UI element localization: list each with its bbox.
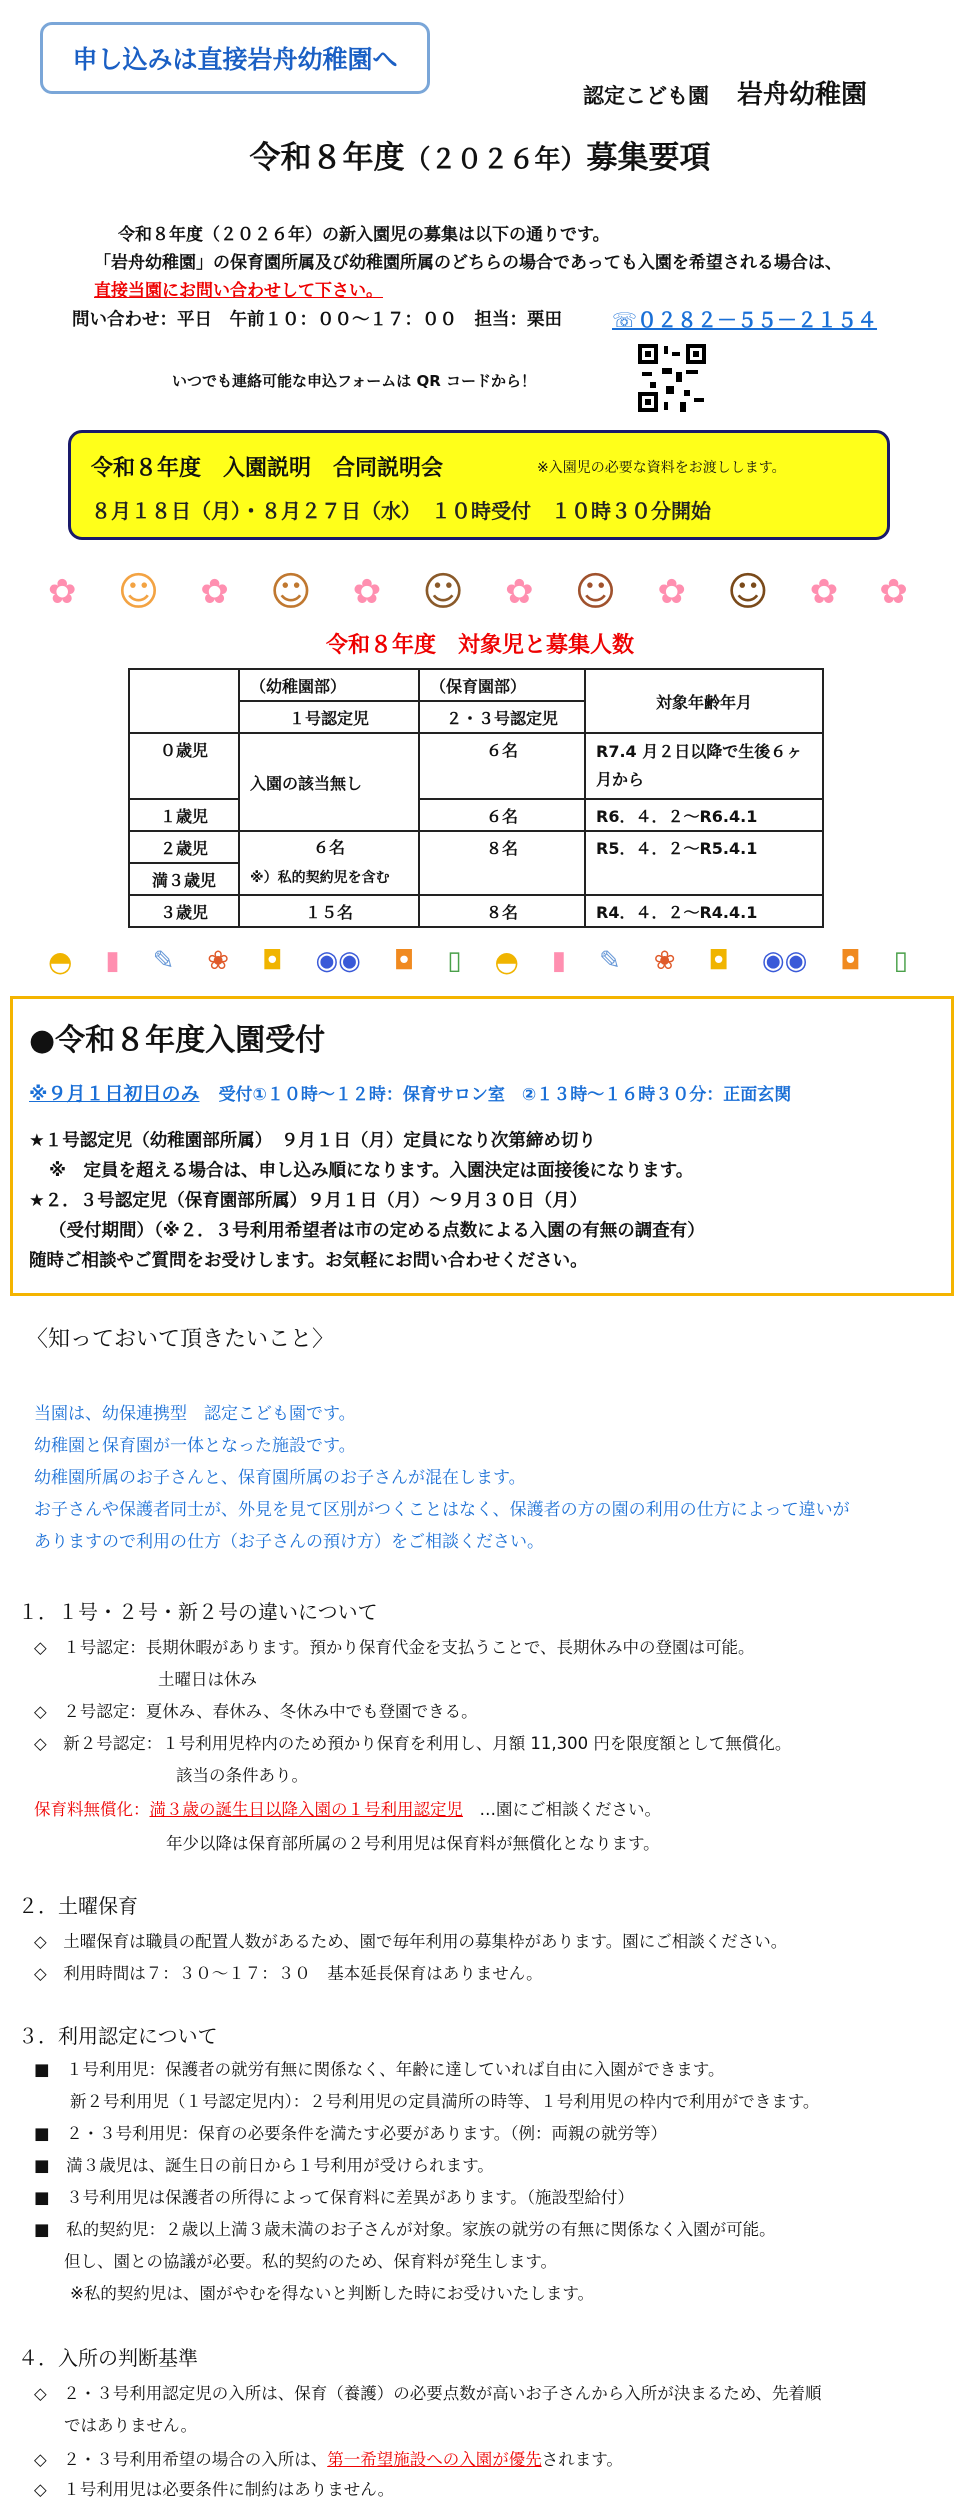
s2-line: ◇ 利用時間は７：３０～１７：３０ 基本延長保育はありません。 xyxy=(34,1964,543,1983)
s4-line: ではありません。 xyxy=(64,2416,197,2435)
header-kinder-type: １号認定児 xyxy=(239,701,419,733)
header-kinder-group: （幼稚園部） xyxy=(239,669,419,701)
s3-line: ■ 私的契約児：２歳以上満３歳未満のお子さんが対象。家族の就労の有無に関係なく入園が可能。 xyxy=(34,2220,776,2239)
s3-line: 新２号利用児（１号認定児内）：２号利用児の定員満所の時等、１号利用児の枠内で利用ができます。 xyxy=(70,2092,820,2111)
decoration-kids-row xyxy=(48,562,908,622)
reception-title: ●令和８年度入園受付 xyxy=(29,1023,326,1058)
s4-line-priority: ◇ ２・３号利用希望の場合の入所は、第一希望施設への入園が優先されます。 xyxy=(34,2450,623,2469)
s1-line: 該当の条件あり。 xyxy=(176,1766,308,1785)
s1-line: ◇ 新２号認定：１号利用児枠内のため預かり保育を利用し、月額 11,300 円を限度額として無償化。 xyxy=(34,1734,792,1753)
bottle-icon: ▯ xyxy=(447,946,462,976)
header-nursery-group: （保育園部） xyxy=(419,669,585,701)
free-tuition-line: 保育料無償化：満３歳の誕生日以降入園の１号利用認定児 …園にご相談ください。 xyxy=(34,1800,661,1819)
phone-link[interactable]: ☏０２８２－５５－２１５４ xyxy=(612,308,878,332)
table-row: １歳児 ６名 R6．４．２～R6.4.1 xyxy=(129,799,823,831)
s4-line: ◇ ２・３号利用認定児の入所は、保育（養護）の必要点数が高いお子さんから入所が決まるため、先着順 xyxy=(34,2384,822,2403)
flower-icon: ✿ xyxy=(352,572,382,612)
explain-dates: ８月１８日（月）・８月２７日（水） １０時受付 １０時３０分開始 xyxy=(91,499,711,523)
s3-line: ※私的契約児は、園がやむを得ないと判断した時にお受けいたします。 xyxy=(70,2284,595,2303)
child-face-icon: ☺ xyxy=(574,569,617,615)
s4-line: ◇ １号利用児は必要条件に制約はありません。 xyxy=(34,2480,395,2499)
hat-icon: ◓ xyxy=(494,944,519,978)
table-row: ２歳児 ６名 ※）私的契約児を含む ８名 R5．４．２～R5.4.1 xyxy=(129,831,823,863)
crayon-icon: ✎ xyxy=(152,946,175,976)
header-age-range: 対象年齢年月 xyxy=(585,669,823,733)
flower-icon: ✿ xyxy=(48,572,77,612)
s1-line: 年少以降は保育部所属の２号利用児は保育料が無償化となります。 xyxy=(166,1834,660,1853)
reception-line-3: ★２．３号認定児（保育園部所属）９月１日（月）～９月３０日（月） xyxy=(29,1191,588,1211)
reception-times: ※９月１日初日のみ 受付①１０時～１２時：保育サロン室 ②１３時～１６時３０分：正面玄関 xyxy=(29,1083,792,1105)
child-face-icon: ☺ xyxy=(727,569,769,615)
header-nursery-type: ２・３号認定児 xyxy=(419,701,585,733)
flower-icon: ✿ xyxy=(809,572,839,612)
org-type: 認定こども園 xyxy=(583,84,709,108)
table-row: ０歳児 入園の該当無し ６名 R7.4 月２日以降で生後６ヶ月から xyxy=(129,733,823,799)
flower-icon: ✿ xyxy=(200,572,229,612)
tulip-icon: ❀ xyxy=(653,946,676,976)
table-title: 令和８年度 対象児と募集人数 xyxy=(325,633,634,658)
reception-line-2: ※ 定員を超える場合は、申し込み順になります。入園決定は面接後になります。 xyxy=(49,1161,694,1181)
book-icon: ▮ xyxy=(105,946,120,976)
flower-icon: ✿ xyxy=(657,572,686,612)
shoes-icon: ◉◉ xyxy=(761,946,808,976)
shoes-icon: ◉◉ xyxy=(315,946,361,976)
contact-hours: 問い合わせ：平日 午前１０：００～１７：００ 担当：栗田 xyxy=(72,310,562,330)
decoration-items-row xyxy=(48,936,908,986)
s3-line: ■ ３号利用児は保護者の所得によって保育料に差異があります。（施設型給付） xyxy=(34,2188,635,2207)
header-empty xyxy=(129,669,239,733)
flower-icon: ✿ xyxy=(505,572,534,612)
bag-icon: ◘ xyxy=(708,946,729,976)
flower-icon: ✿ xyxy=(879,572,908,612)
qr-note: いつでも連絡可能な申込フォームは QR コードから！ xyxy=(172,372,536,390)
reception-line-1: ★１号認定児（幼稚園部所属） ９月１日（月）定員になり次第締め切り xyxy=(29,1131,596,1151)
enrollment-table xyxy=(128,668,824,928)
s1-line: ◇ ２号認定：夏休み、春休み、冬休み中でも登園できる。 xyxy=(34,1702,478,1721)
page-title: 令和８年度（２０２６年）募集要項 xyxy=(249,140,711,176)
qr-code-icon[interactable] xyxy=(636,342,708,414)
s3-line: ■ ２・３号利用児：保育の必要条件を満たす必要があります。（例：両親の就労等） xyxy=(34,2124,668,2143)
bottle-icon: ▯ xyxy=(893,946,908,976)
apply-direct-badge: 申し込みは直接岩舟幼稚園へ xyxy=(40,22,430,94)
s3-line: ■ １号利用児：保護者の就労有無に関係なく、年齢に達していれば自由に入園ができます。 xyxy=(34,2060,725,2079)
tulip-icon: ❀ xyxy=(207,946,230,976)
book-icon: ▮ xyxy=(551,946,567,976)
explain-note: ※入園児の必要な資料をお渡しします。 xyxy=(537,460,786,476)
bag-icon: ◘ xyxy=(840,946,861,976)
reception-box xyxy=(10,996,954,1296)
explanation-session-box xyxy=(68,430,890,540)
reception-line-4: （受付期間）（※２．３号利用希望者は市の定める点数による入園の有無の調査有） xyxy=(49,1221,705,1241)
s3-line: ■ 満３歳児は、誕生日の前日から１号利用が受けられます。 xyxy=(34,2156,494,2175)
explain-title: 令和８年度 入園説明 合同説明会 xyxy=(91,456,444,481)
org-header xyxy=(583,74,867,111)
s1-line: 土曜日は休み xyxy=(158,1670,257,1689)
child-face-icon: ☺ xyxy=(269,569,312,615)
bag-icon: ◘ xyxy=(261,946,283,976)
section-4-title: ４．入所の判断基準 xyxy=(18,2346,198,2370)
table-row: 満３歳児 xyxy=(129,863,823,895)
reception-line-5: 随時ご相談やご質問をお受けします。お気軽にお問い合わせください。 xyxy=(29,1251,588,1271)
s2-line: ◇ 土曜保育は職員の配置人数があるため、園で毎年利用の募集枠があります。園にご相談ください。 xyxy=(34,1932,788,1951)
s3-line: 但し、園との協議が必要。私的契約のため、保育料が発生します。 xyxy=(64,2252,558,2271)
intro-line-1: 令和８年度（２０２６年）の新入園児の募集は以下の通りです。 xyxy=(118,225,610,245)
intro-line-3: 直接当園にお問い合わせして下さい。 xyxy=(94,281,383,301)
intro-line-2: 「岩舟幼稚園」の保育園所属及び幼稚園所属のどちらの場合であっても入園を希望される場合は、 xyxy=(94,253,842,273)
section-3-title: ３．利用認定について xyxy=(18,2024,218,2048)
section-2-title: ２．土曜保育 xyxy=(18,1894,138,1918)
crayon-icon: ✎ xyxy=(599,946,621,976)
know-title: 〈知っておいて頂きたいこと〉 xyxy=(26,1327,335,1352)
org-name: 岩舟幼稚園 xyxy=(737,80,868,110)
table-row: ３歳児 １５名 ８名 R4．４．２～R4.4.1 xyxy=(129,895,823,927)
section-1-title: １．１号・２号・新２号の違いについて xyxy=(18,1600,378,1624)
child-face-icon: ☺ xyxy=(117,569,160,615)
s1-line: ◇ １号認定：長期休暇があります。預かり保育代金を支払うことで、長期休み中の登園は可能。 xyxy=(34,1638,755,1657)
child-face-icon: ☺ xyxy=(422,569,464,615)
know-notes: 当園は、幼保連携型 認定こども園です。 幼稚園と保育園が一体となった施設です。 幼稚園所属のお子さんと、保育園所属のお子さんが混在します。 お子さんや保護者同士が、外見を見て区別がつくことはなく、保護者の方の園の利用の仕方によって違いが ありますので利用の仕方（お子さんの預け方）をご相談ください。 xyxy=(34,1404,850,1552)
hat-icon: ◓ xyxy=(48,944,73,978)
bag-icon: ◘ xyxy=(393,946,415,976)
